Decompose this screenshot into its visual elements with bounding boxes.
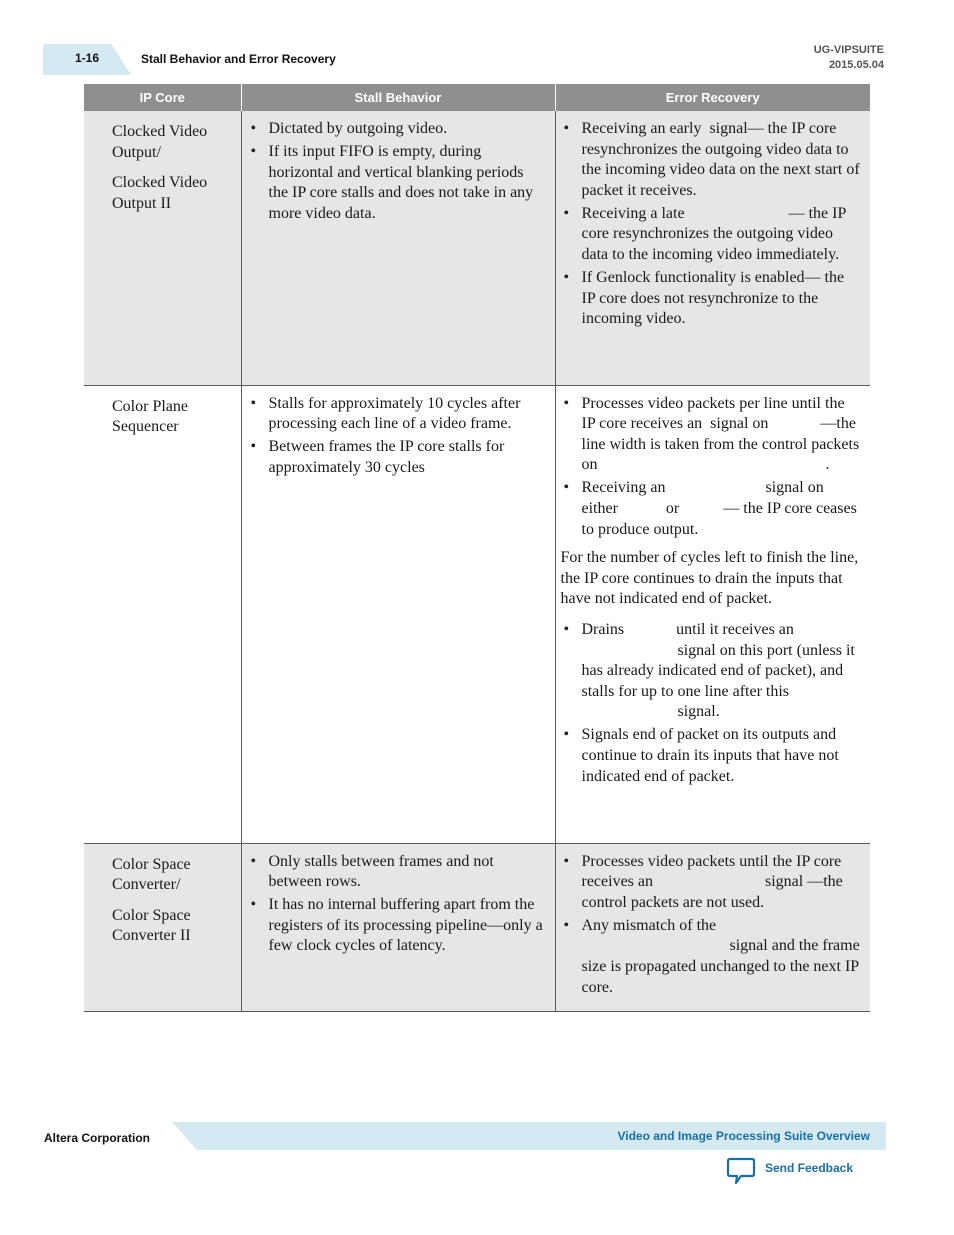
error-recovery-cell [555, 385, 870, 843]
table-row [84, 111, 870, 385]
stall-behavior-table [84, 84, 870, 1012]
document-id: UG-VIPSUITE [813, 44, 884, 56]
list-item: • Signals end of packet on its outputs and continue to drain its inputs that have not indicated end of packet. [561, 725, 861, 787]
send-feedback-button[interactable] [726, 1157, 853, 1187]
company-name: Altera Corporation [44, 1131, 151, 1145]
list-item: • Processes video packets until the IP core receives an signal —the control packets are not used. [561, 852, 861, 914]
error-recovery-cell [555, 843, 870, 1011]
error-recovery-paragraph: For the number of cycles left to finish the line, the IP core continues to drain the inputs that have not indicated end of packet. [560, 549, 859, 608]
error-recovery-cell [555, 111, 870, 385]
error-recovery-list [561, 119, 861, 330]
stall-behavior-list [248, 852, 547, 957]
stall-behavior-list [248, 394, 547, 479]
ip-core-name: Color Space Converter II [112, 906, 191, 945]
list-item: • If its input FIFO is empty, during horizontal and vertical blanking periods the IP core stalls and does not take in any more video data. [248, 142, 547, 224]
ip-core-cell [84, 111, 241, 385]
column-header-stall-behavior: Stall Behavior [241, 84, 555, 111]
table-row [84, 843, 870, 1011]
error-recovery-list [561, 620, 861, 787]
stall-behavior-cell [241, 111, 555, 385]
list-item: • Dictated by outgoing video. [248, 119, 547, 140]
ip-core-name: Color Space Converter/ [112, 855, 191, 894]
page-number: 1-16 [75, 51, 100, 65]
stall-behavior-cell [241, 843, 555, 1011]
stall-behavior-cell [241, 385, 555, 843]
section-title: Stall Behavior and Error Recovery [141, 52, 336, 66]
table-header-row [84, 84, 870, 111]
document-date: 2015.05.04 [828, 59, 884, 71]
ip-core-name: Color Plane Sequencer [112, 397, 188, 436]
list-item: • Drains until it receives an signal on this port (unless it has already indicated end of packet), and stalls for up to one line after this signal. [561, 620, 861, 723]
error-recovery-list [561, 852, 861, 999]
list-item: • Only stalls between frames and not between rows. [248, 852, 547, 893]
column-header-error-recovery: Error Recovery [555, 84, 870, 111]
list-item: • Stalls for approximately 10 cycles after processing each line of a video frame. [248, 394, 547, 435]
ip-core-name: Clocked Video Output/ [112, 123, 208, 161]
list-item: • If Genlock functionality is enabled— the IP core does not resynchronize to the incoming video. [561, 268, 861, 330]
ip-core-name: Clocked Video Output II [112, 174, 208, 212]
list-item: • Receiving a late — the IP core resynchronizes the outgoing video data to the incoming video immediately. [561, 204, 861, 266]
list-item: • Between frames the IP core stalls for approximately 30 cycles [248, 437, 547, 478]
list-item: • It has no internal buffering apart from the registers of its processing pipeline—only a few clock cycles of latency. [248, 895, 547, 957]
document-id-block [814, 43, 884, 73]
list-item: • Any mismatch of the signal and the frame size is propagated unchanged to the next IP core. [561, 916, 861, 998]
ip-core-cell [84, 385, 241, 843]
list-item: • Receiving an early signal— the IP core resynchronizes the outgoing video data to the incoming video data on the next start of packet it receives. [561, 119, 861, 201]
speech-bubble-icon [726, 1157, 756, 1185]
table-row [84, 385, 870, 843]
list-item: • Receiving an signal on either or — the IP core ceases to produce output. [561, 478, 861, 540]
ip-core-cell [84, 843, 241, 1011]
document-title-link[interactable]: Video and Image Processing Suite Overview [617, 1129, 870, 1143]
column-header-ip-core: IP Core [84, 84, 241, 111]
list-item: • Processes video packets per line until the IP core receives an signal on —the line width is taken from the control packets on . [561, 394, 861, 476]
send-feedback-label: Send Feedback [765, 1161, 854, 1175]
error-recovery-list [561, 394, 861, 541]
stall-behavior-list [248, 119, 547, 224]
